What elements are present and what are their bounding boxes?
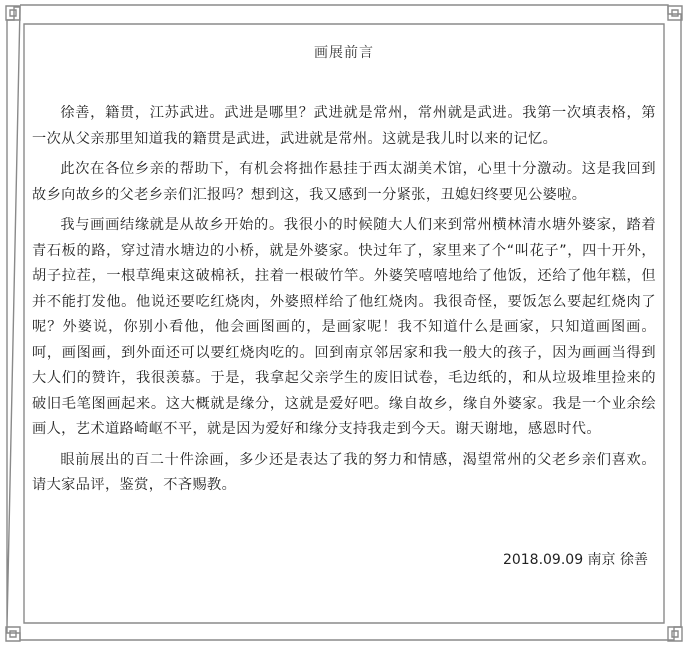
paragraph-1: 徐善，籍贯，江苏武进。武进是哪里？武进就是常州，常州就是武进。我第一次填表格，第一次从父亲那里知道我的籍贯是武进，武进就是常州。这就是我儿时以来的记忆。: [32, 105, 656, 147]
document-title: 画展前言: [314, 45, 374, 61]
document-body: [32, 101, 656, 504]
signature-date: 2018.09.09 南京 徐善: [502, 552, 648, 568]
paragraph-2: 此次在各位乡亲的帮助下，有机会将拙作悬挂于西太湖美术馆，心里十分激动。这是我回到故乡向故乡的父老乡亲们汇报吗？想到这，我又感到一分紧张，丑媳妇终要见公婆啦。: [32, 161, 656, 203]
document-content: [26, 26, 662, 622]
paragraph-4: 眼前展出的百二十件涂画，多少还是表达了我的努力和情感，渴望常州的父老乡亲们喜欢。请大家品评，鉴赏，不吝赐教。: [32, 451, 656, 493]
paragraph-3: 我与画画结缘就是从故乡开始的。我很小的时候随大人们来到常州横林清水塘外婆家，踏着青石板的路，穿过清水塘边的小桥，就是外婆家。快过年了，家里来了个“叫花子”，四十开外，胡子拉茬，一根草绳束这破棉袄，拄着一根破竹竿。外婆笑嘻嘻地给了他饭，还给了他年糕，但并不能打发他。他说还要吃红烧肉，外婆照样给了他红烧肉。我很奇怪，要饭怎么要起红烧肉了呢？外婆说，你别小看他，他会画图画的，是画家呢！我不知道什么是画家，只知道画图画。呵，画图画，到外面还可以要红烧肉吃的。回到南京邻居家和我一般大的孩子，因为画画当得到大人们的赞许，我很羡慕。于是，我拿起父亲学生的废旧试卷，毛边纸的，和从垃圾堆里捡来的破旧毛笔图画起来。这大概就是缘分，这就是爱好吧。缘自故乡，缘自外婆家。我是一个业余绘画人，艺术道路崎岖不平，就是因为爱好和缘分支持我走到今天。谢天谢地，感恩时代。: [32, 217, 656, 437]
